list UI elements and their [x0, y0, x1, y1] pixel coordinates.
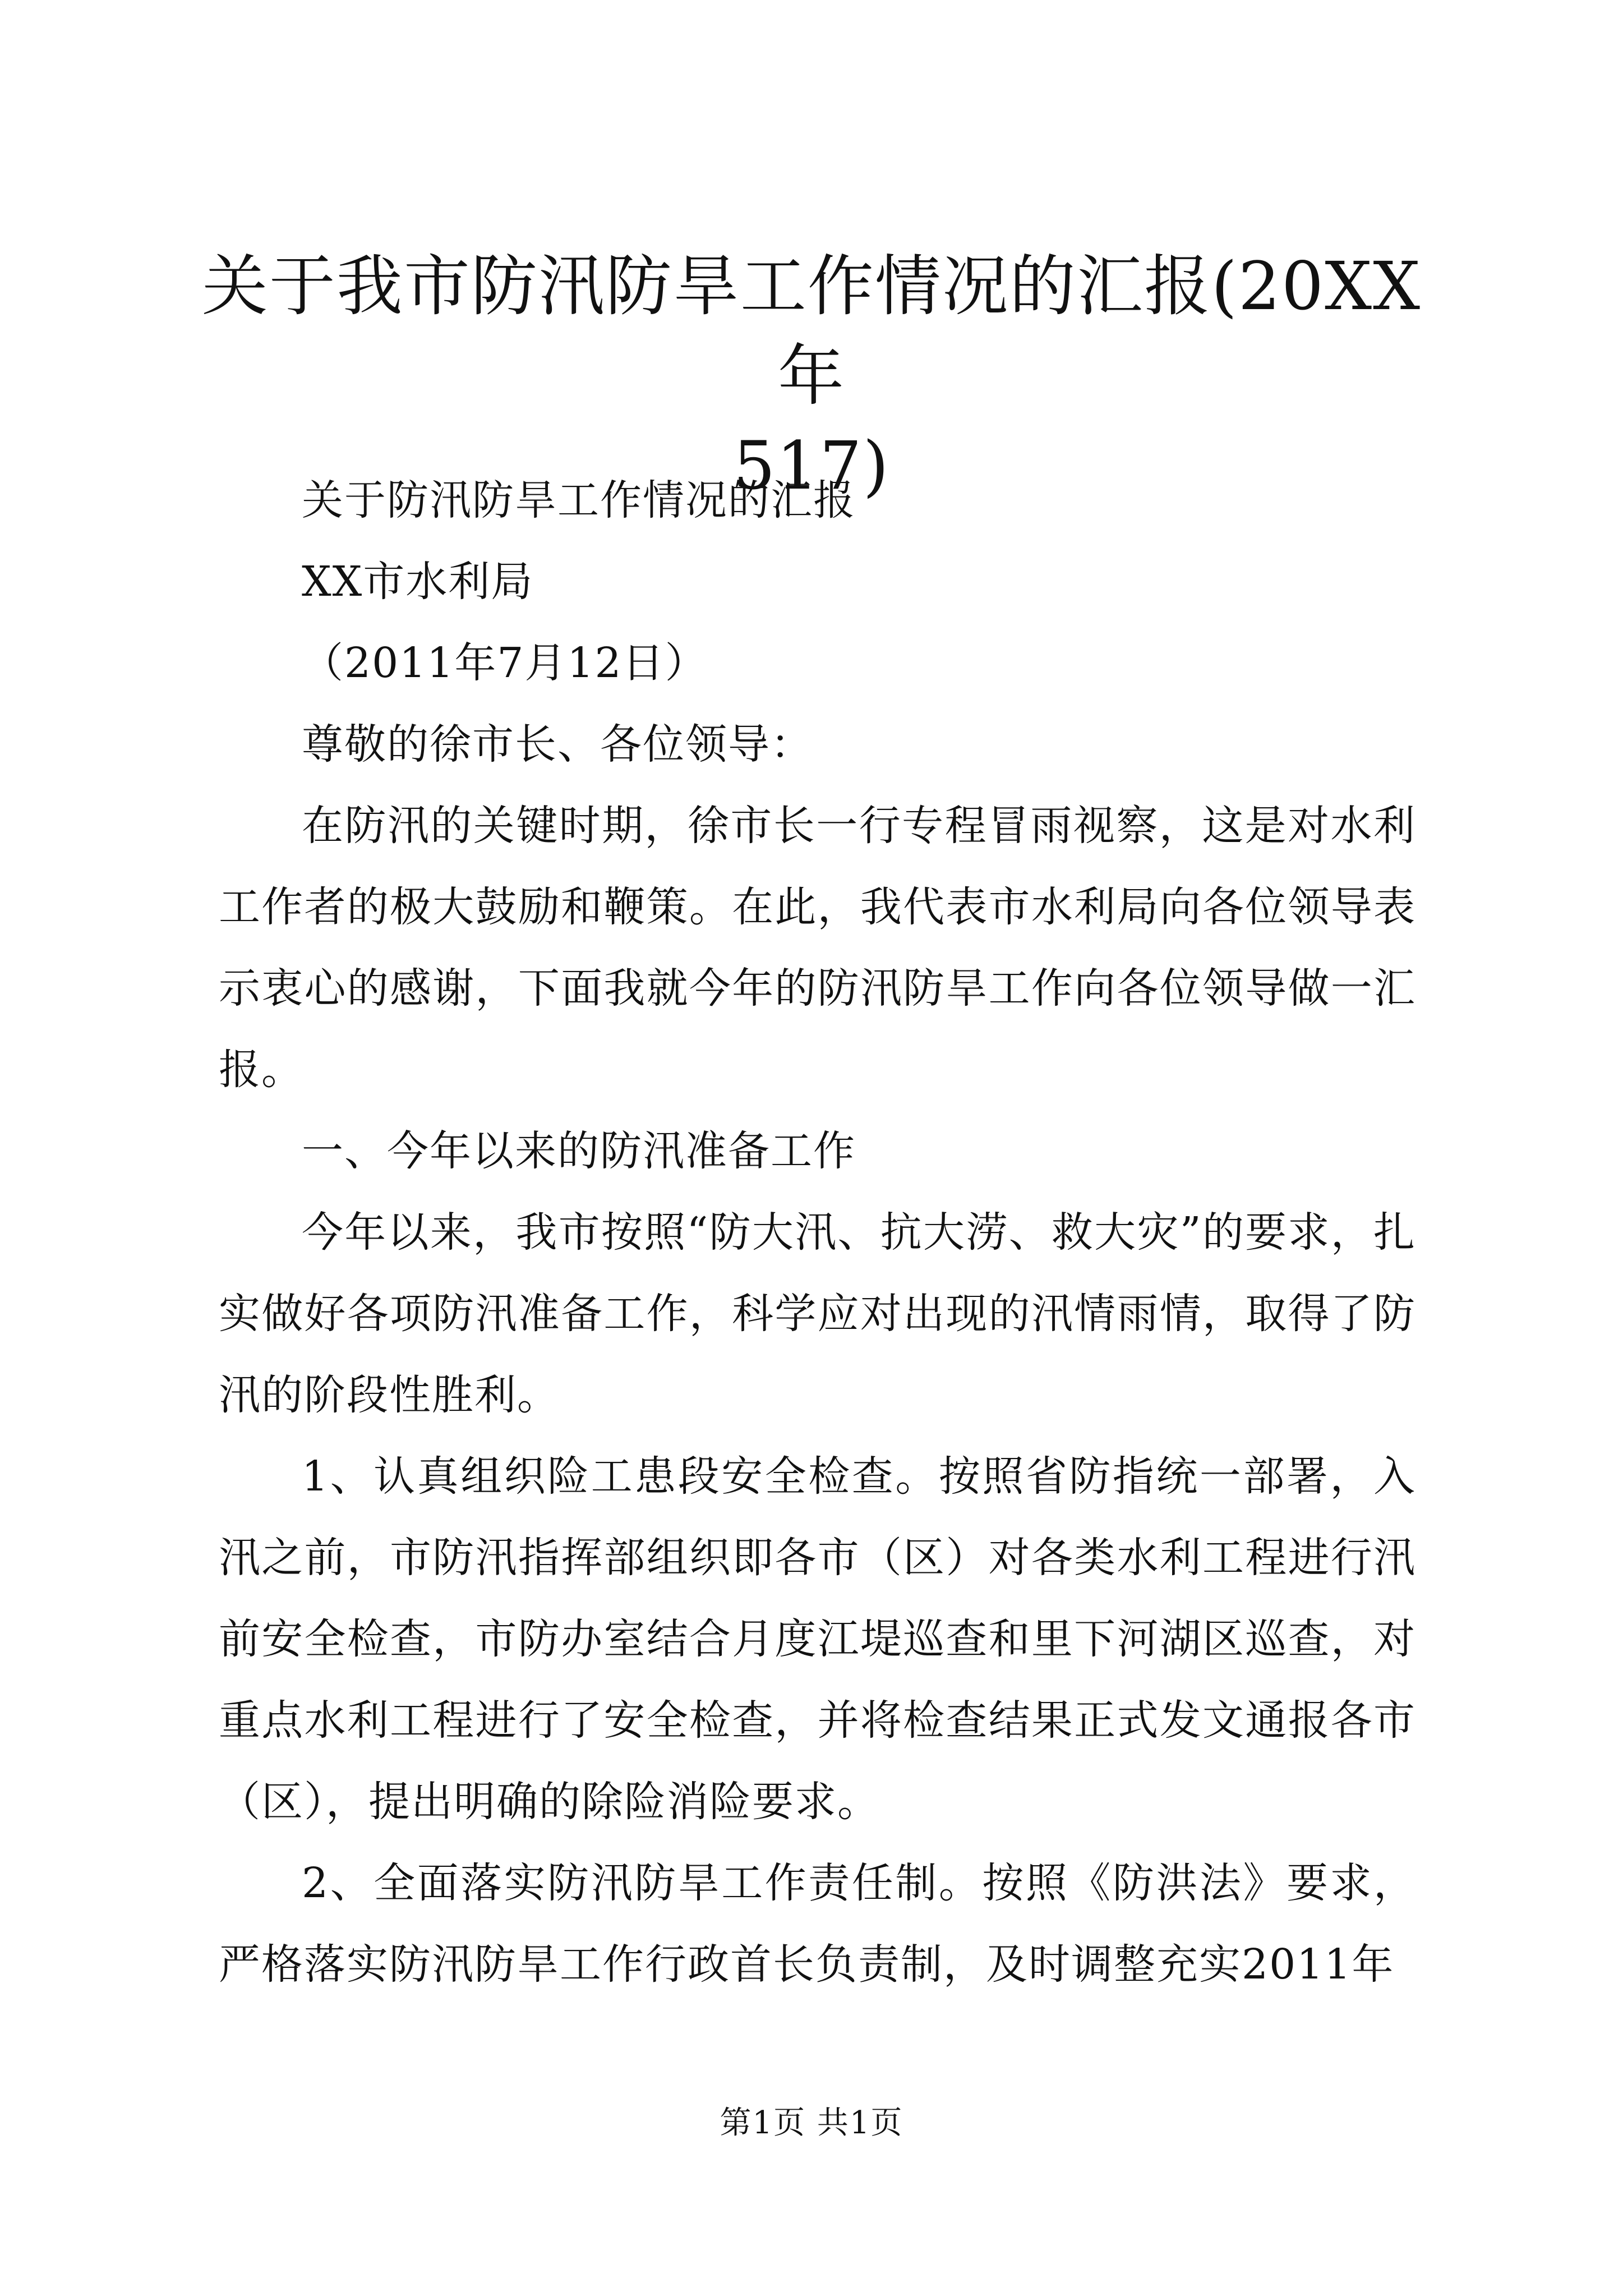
title-line-1: 关于我市防汛防旱工作情况的汇报(20XX年 [201, 247, 1422, 415]
page-footer: 第1页 共1页 [720, 2105, 903, 2141]
paragraph: 2、全面落实防汛防旱工作责任制。按照《防洪法》要求，严格落实防汛防旱工作行政首长负责制，及时调整充实2011年 [219, 1859, 1416, 1989]
section-heading: 一、今年以来的防汛准备工作 [302, 1127, 856, 1175]
document-body [219, 460, 1416, 2005]
paragraph: 在防汛的关键时期，徐市长一行专程冒雨视察，这是对水利工作者的极大鼓励和鞭策。在此，我代表市水利局向各位领导表示衷心的感谢，下面我就今年的防汛防旱工作向各位领导做一汇报。 [219, 802, 1416, 1094]
paragraph: 今年以来，我市按照“防大汛、抗大涝、救大灾”的要求，扎实做好各项防汛准备工作，科学应对出现的汛情雨情，取得了防汛的阶段性胜利。 [219, 1208, 1416, 1419]
subtitle: 关于防汛防旱工作情况的汇报 [302, 476, 856, 524]
date-line: （2011年7月12日） [302, 639, 708, 687]
paragraph: 1、认真组织险工患段安全检查。按照省防指统一部署，入汛之前，市防汛指挥部组织即各市（区）对各类水利工程进行汛前安全检查，市防办室结合月度江堤巡查和里下河湖区巡查，对重点水利工程进行了安全检查，并将检查结果正式发文通报各市（区），提出明确的除险消险要求。 [219, 1452, 1416, 1826]
issuer: XX市水利局 [302, 558, 534, 606]
title-line-2: 517) [733, 427, 890, 504]
salutation: 尊敬的徐市长、各位领导： [302, 720, 813, 769]
